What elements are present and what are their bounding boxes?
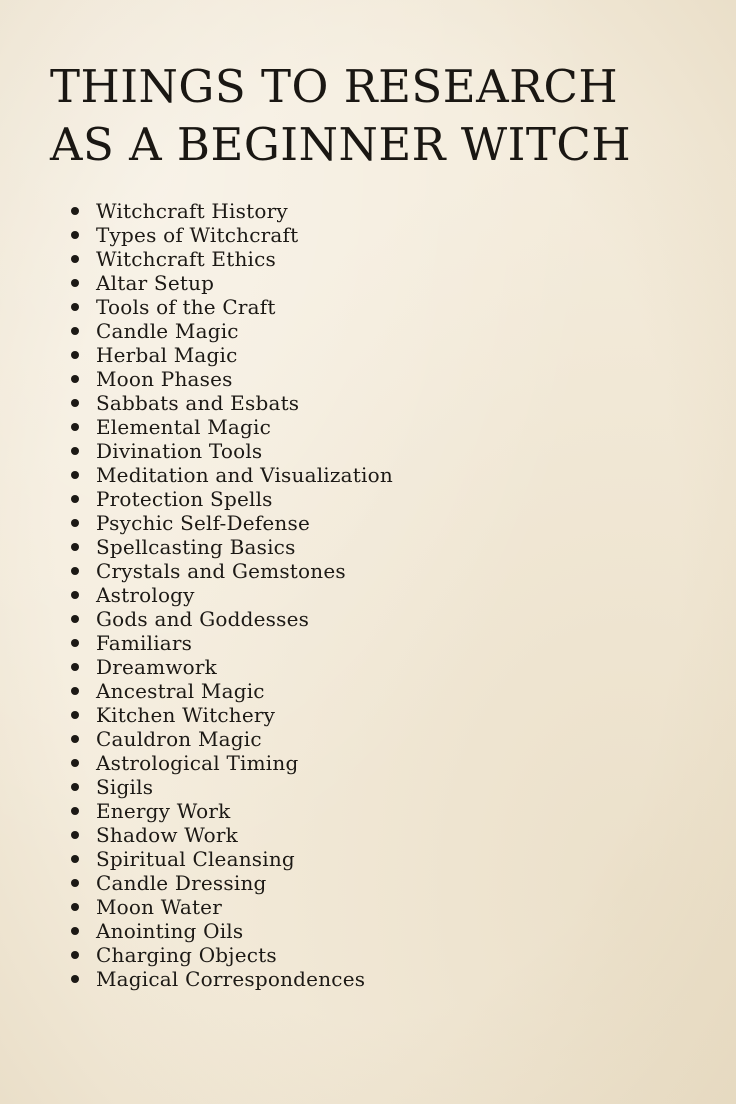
list-item-label: Divination Tools xyxy=(96,439,263,463)
research-topic-list xyxy=(70,199,393,991)
list-item xyxy=(70,943,393,967)
bullet-icon xyxy=(71,567,79,575)
list-item-label: Familiars xyxy=(96,631,193,655)
list-item xyxy=(70,703,393,727)
list-item-label: Energy Work xyxy=(96,799,231,823)
list-item xyxy=(70,415,393,439)
bullet-icon xyxy=(71,375,79,383)
list-item xyxy=(70,391,393,415)
bullet-icon xyxy=(71,423,79,431)
list-item xyxy=(70,487,393,511)
bullet-icon xyxy=(71,591,79,599)
list-item-label: Moon Water xyxy=(96,895,222,919)
bullet-icon xyxy=(71,495,79,503)
page-title xyxy=(50,58,631,174)
title-line-2: AS A BEGINNER WITCH xyxy=(50,118,632,171)
bullet-icon xyxy=(71,735,79,743)
bullet-icon xyxy=(71,231,79,239)
bullet-icon xyxy=(71,255,79,263)
list-item-label: Tools of the Craft xyxy=(96,295,276,319)
bullet-icon xyxy=(71,207,79,215)
list-item xyxy=(70,727,393,751)
list-item xyxy=(70,247,393,271)
bullet-icon xyxy=(71,399,79,407)
list-item xyxy=(70,367,393,391)
list-item xyxy=(70,439,393,463)
list-item xyxy=(70,271,393,295)
list-item xyxy=(70,631,393,655)
list-item xyxy=(70,847,393,871)
list-item xyxy=(70,919,393,943)
bullet-icon xyxy=(71,711,79,719)
list-item xyxy=(70,607,393,631)
bullet-icon xyxy=(71,303,79,311)
bullet-icon xyxy=(71,687,79,695)
list-item-label: Witchcraft History xyxy=(96,199,288,223)
bullet-icon xyxy=(71,351,79,359)
list-item-label: Candle Magic xyxy=(96,319,239,343)
bullet-icon xyxy=(71,615,79,623)
list-item-label: Spiritual Cleansing xyxy=(96,847,295,871)
bullet-icon xyxy=(71,783,79,791)
list-item xyxy=(70,319,393,343)
list-item-label: Protection Spells xyxy=(96,487,273,511)
bullet-icon xyxy=(71,447,79,455)
bullet-icon xyxy=(71,639,79,647)
list-item-label: Herbal Magic xyxy=(96,343,238,367)
list-item-label: Magical Correspondences xyxy=(96,967,366,991)
list-item xyxy=(70,343,393,367)
bullet-icon xyxy=(71,975,79,983)
bullet-icon xyxy=(71,807,79,815)
list-item-label: Elemental Magic xyxy=(96,415,272,439)
list-item-label: Types of Witchcraft xyxy=(96,223,299,247)
list-item xyxy=(70,679,393,703)
list-item xyxy=(70,199,393,223)
bullet-icon xyxy=(71,663,79,671)
list-item xyxy=(70,751,393,775)
title-line-1: THINGS TO RESEARCH xyxy=(50,60,619,113)
list-item-label: Shadow Work xyxy=(96,823,238,847)
list-item-label: Crystals and Gemstones xyxy=(96,559,346,583)
list-item xyxy=(70,823,393,847)
list-item xyxy=(70,295,393,319)
list-item xyxy=(70,559,393,583)
list-item-label: Meditation and Visualization xyxy=(96,463,393,487)
bullet-icon xyxy=(71,543,79,551)
list-item-label: Kitchen Witchery xyxy=(96,703,276,727)
bullet-icon xyxy=(71,903,79,911)
list-item xyxy=(70,871,393,895)
list-item xyxy=(70,799,393,823)
bullet-icon xyxy=(71,279,79,287)
list-item-label: Moon Phases xyxy=(96,367,233,391)
bullet-icon xyxy=(71,471,79,479)
list-item xyxy=(70,223,393,247)
bullet-icon xyxy=(71,855,79,863)
list-item-label: Altar Setup xyxy=(96,271,215,295)
list-item-label: Cauldron Magic xyxy=(96,727,262,751)
list-item-label: Witchcraft Ethics xyxy=(96,247,276,271)
list-item-label: Charging Objects xyxy=(96,943,277,967)
list-item-label: Astrological Timing xyxy=(96,751,299,775)
list-item xyxy=(70,655,393,679)
list-item-label: Astrology xyxy=(96,583,195,607)
list-item-label: Spellcasting Basics xyxy=(96,535,296,559)
list-item xyxy=(70,511,393,535)
list-item xyxy=(70,967,393,991)
bullet-icon xyxy=(71,831,79,839)
bullet-icon xyxy=(71,927,79,935)
list-item-label: Ancestral Magic xyxy=(96,679,265,703)
list-item xyxy=(70,535,393,559)
list-item-label: Psychic Self-Defense xyxy=(96,511,310,535)
list-item-label: Gods and Goddesses xyxy=(96,607,310,631)
list-item xyxy=(70,775,393,799)
bullet-icon xyxy=(71,951,79,959)
bullet-icon xyxy=(71,519,79,527)
list-item xyxy=(70,895,393,919)
bullet-icon xyxy=(71,759,79,767)
bullet-icon xyxy=(71,327,79,335)
list-item-label: Sigils xyxy=(96,775,154,799)
list-item xyxy=(70,463,393,487)
list-item-label: Dreamwork xyxy=(96,655,217,679)
bullet-icon xyxy=(71,879,79,887)
list-item xyxy=(70,583,393,607)
list-item-label: Anointing Oils xyxy=(96,919,244,943)
list-item-label: Sabbats and Esbats xyxy=(96,391,300,415)
list-item-label: Candle Dressing xyxy=(96,871,267,895)
